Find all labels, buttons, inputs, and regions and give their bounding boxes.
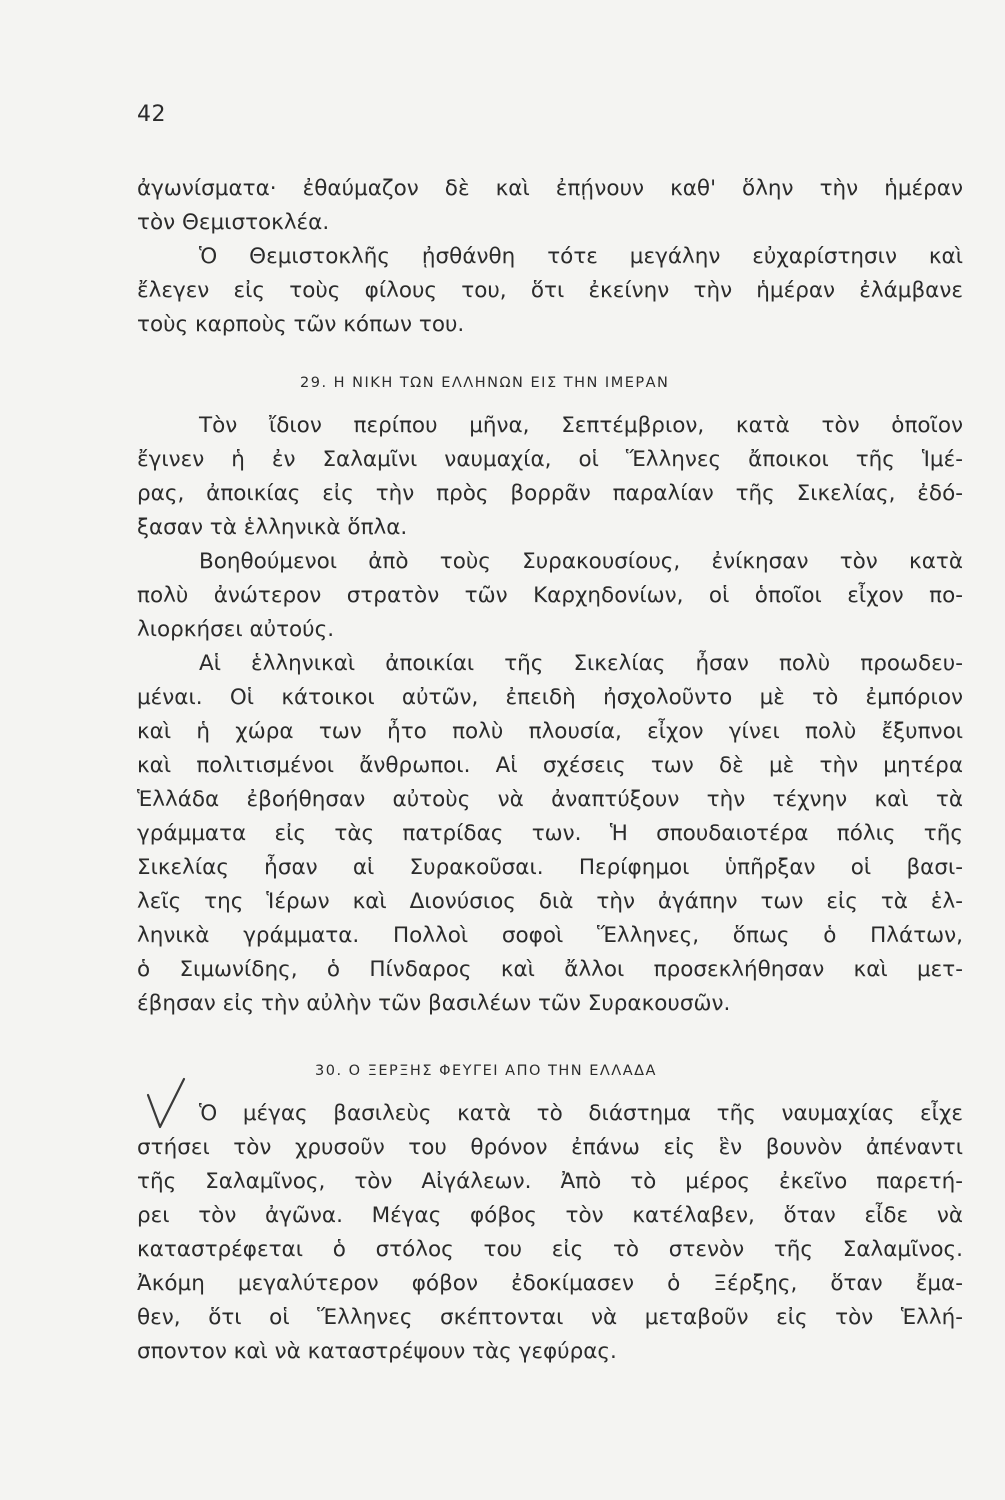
text-line: μέναι. Οἱ κάτοικοι αὐτῶν, ἐπειδὴ ἠσχολοῦντο μὲ τὸ ἐμπόριον — [137, 685, 963, 710]
text-line: θεν, ὅτι οἱ Ἕλληνες σκέπτονται νὰ μεταβοῦν εἰς τὸν Ἑλλή- — [137, 1305, 963, 1330]
opening-text — [137, 172, 963, 342]
text-line: Ἀκόμη μεγαλύτερον φόβον ἐδοκίμασεν ὁ Ξέρξης, ὅταν ἔμα- — [137, 1271, 963, 1296]
text-line: ρας, ἀποικίας εἰς τὴν πρὸς βορρᾶν παραλίαν τῆς Σικελίας, ἐδό- — [137, 481, 963, 506]
text-line: ἔλεγεν εἰς τοὺς φίλους του, ὅτι ἐκείνην τὴν ἡμέραν ἐλάμβανε — [137, 278, 963, 303]
text-line: τῆς Σαλαμῖνος, τὸν Αἰγάλεων. Ἀπὸ τὸ μέρος ἐκεῖνο παρετή- — [137, 1169, 963, 1194]
text-line: ξασαν τὰ ἑλληνικὰ ὅπλα. — [137, 515, 408, 540]
text-line: σποντον καὶ νὰ καταστρέψουν τὰς γεφύρας. — [137, 1339, 617, 1364]
text-line: λιορκήσει αὐτούς. — [137, 617, 335, 642]
text-line: Αἱ ἑλληνικαὶ ἀποικίαι τῆς Σικελίας ἦσαν πολὺ προωδευ- — [199, 651, 963, 676]
text-line: καταστρέφεται ὁ στόλος του εἰς τὸ στενὸν τῆς Σαλαμῖνος. — [137, 1237, 963, 1262]
text-line: Σικελίας ἦσαν αἱ Συρακοῦσαι. Περίφημοι ὑπῆρξαν οἱ βασι- — [137, 855, 963, 880]
text-line: Ὁ μέγας βασιλεὺς κατὰ τὸ διάστημα τῆς ναυμαχίας εἶχε — [199, 1101, 963, 1126]
page-number: 42 — [137, 102, 166, 127]
text-line: καὶ ἡ χώρα των ἦτο πολὺ πλουσία, εἶχον γίνει πολὺ ἔξυπνοι — [137, 719, 963, 744]
text-line: τοὺς καρποὺς τῶν κόπων του. — [137, 312, 465, 337]
text-line: ἀγωνίσματα· ἐθαύμαζον δὲ καὶ ἐπῄνουν καθ' ὅλην τὴν ἡμέραν — [137, 176, 963, 201]
text-line: τὸν Θεμιστοκλέα. — [137, 210, 330, 235]
text-line: πολὺ ἀνώτερον στρατὸν τῶν Καρχηδονίων, οἱ ὁποῖοι εἶχον πο- — [137, 583, 963, 608]
text-line: Ὁ Θεμιστοκλῆς ᾐσθάνθη τότε μεγάλην εὐχαρίστησιν καὶ — [199, 244, 963, 269]
text-line: Βοηθούμενοι ἀπὸ τοὺς Συρακουσίους, ἐνίκησαν τὸν κατὰ — [199, 549, 963, 574]
text-line: στήσει τὸν χρυσοῦν του θρόνον ἐπάνω εἰς ἓν βουνὸν ἀπέναντι — [137, 1135, 963, 1160]
section-30-text — [137, 1097, 963, 1369]
text-line: Τὸν ἴδιον περίπου μῆνα, Σεπτέμβριον, κατὰ τὸν ὁποῖον — [199, 413, 963, 438]
section-heading-29: 29. Η ΝΙΚΗ ΤΩΝ ΕΛΛΗΝΩΝ ΕΙΣ ΤΗΝ ΙΜΕΡΑΝ — [300, 375, 670, 391]
text-line: ἔγινεν ἡ ἐν Σαλαμῖνι ναυμαχία, οἱ Ἕλληνες ἄποικοι τῆς Ἱμέ- — [137, 447, 963, 472]
text-line: ὁ Σιμωνίδης, ὁ Πίνδαρος καὶ ἄλλοι προσεκλήθησαν καὶ μετ- — [137, 957, 963, 982]
section-heading-30: 30. Ο ΞΕΡΞΗΣ ΦΕΥΓΕΙ ΑΠΟ ΤΗΝ ΕΛΛΑΔΑ — [315, 1063, 657, 1079]
text-line: καὶ πολιτισμένοι ἄνθρωποι. Αἱ σχέσεις των δὲ μὲ τὴν μητέρα — [137, 753, 963, 778]
text-line: γράμματα εἰς τὰς πατρίδας των. Ἡ σπουδαιοτέρα πόλις τῆς — [137, 821, 963, 846]
text-line: ρει τὸν ἀγῶνα. Μέγας φόβος τὸν κατέλαβεν, ὅταν εἶδε νὰ — [137, 1203, 963, 1228]
section-29-text — [137, 409, 963, 1021]
text-line: Ἑλλάδα ἐβοήθησαν αὐτοὺς νὰ ἀναπτύξουν τὴν τέχνην καὶ τὰ — [137, 787, 963, 812]
text-line: ληνικὰ γράμματα. Πολλοὶ σοφοὶ Ἕλληνες, ὅπως ὁ Πλάτων, — [137, 923, 963, 948]
text-line: έβησαν εἰς τὴν αὐλὴν τῶν βασιλέων τῶν Συρακουσῶν. — [137, 991, 731, 1016]
text-line: λεῖς της Ἱέρων καὶ Διονύσιος διὰ τὴν ἀγάπην των εἰς τὰ ἑλ- — [137, 889, 963, 914]
